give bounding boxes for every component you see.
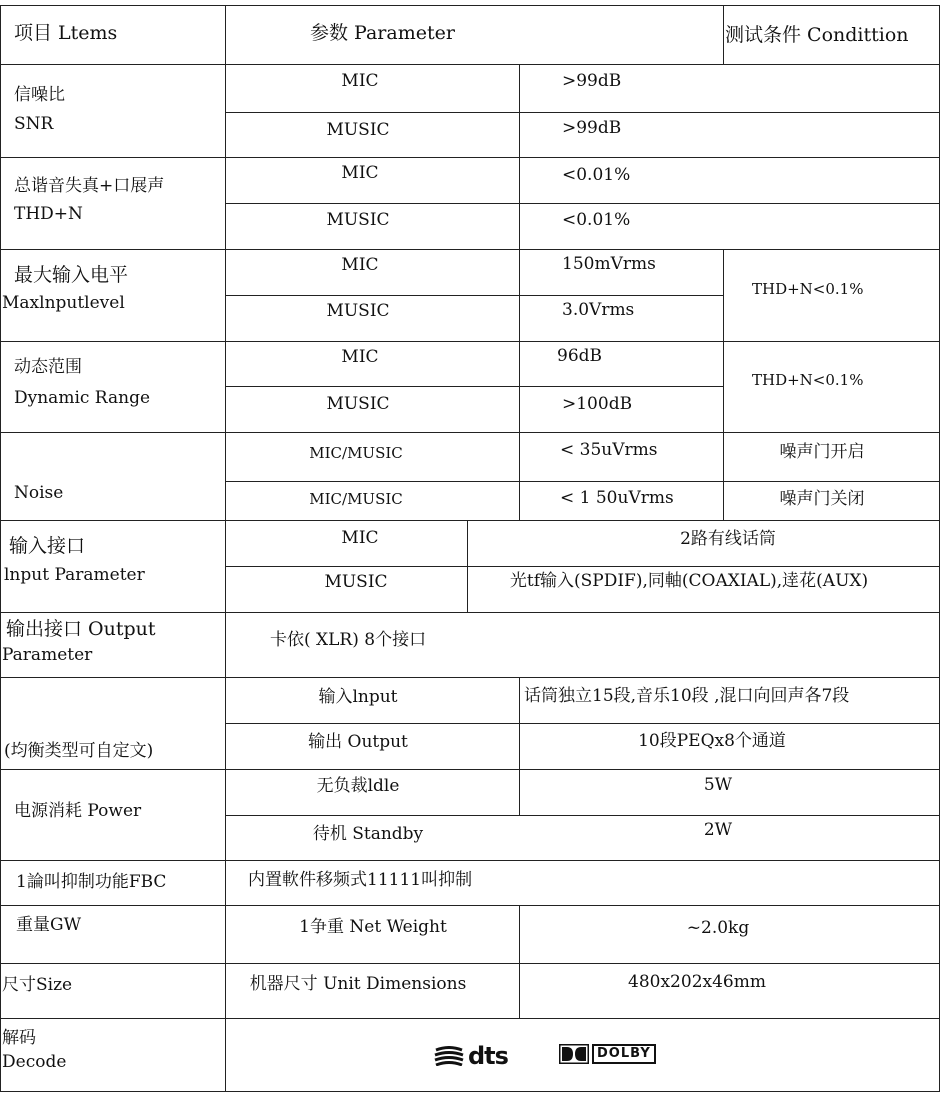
rule bbox=[0, 341, 940, 342]
fbc-value: 内置軟件移频式11111叫抑制 bbox=[248, 870, 473, 890]
rule bbox=[0, 612, 940, 613]
noise-row1-source: MIC/MUSIC bbox=[309, 444, 403, 462]
rule bbox=[225, 295, 723, 296]
snr-music: MUSIC bbox=[326, 120, 390, 140]
dynamic-music: MUSIC bbox=[326, 394, 390, 414]
max-input-mic-value: 150mVrms bbox=[562, 254, 656, 274]
max-input-label-en: Maxlnputlevel bbox=[2, 293, 125, 313]
input-interface-label-en: lnput Parameter bbox=[4, 565, 145, 585]
rule bbox=[0, 157, 940, 158]
rule bbox=[0, 64, 940, 65]
dynamic-label-en: Dynamic Range bbox=[14, 388, 151, 408]
input-interface-music: MUSIC bbox=[324, 572, 388, 592]
thd-label-cn: 总谐音失真+口展声 bbox=[14, 176, 165, 196]
rule bbox=[0, 905, 940, 906]
dolby-logo bbox=[559, 1044, 656, 1064]
rule bbox=[0, 5, 1, 1092]
rule bbox=[0, 5, 940, 6]
noise-row2-source: MIC/MUSIC bbox=[309, 490, 403, 508]
output-interface-label-cn: 输出接口 Output bbox=[6, 618, 156, 640]
rule bbox=[225, 203, 940, 204]
noise-label: Noise bbox=[14, 483, 64, 503]
dolby-double-d-icon bbox=[559, 1044, 589, 1064]
max-input-label-cn: 最大输入电平 bbox=[14, 264, 129, 286]
header-parameter: 参数 Parameter bbox=[310, 22, 455, 44]
eq-label: (均衡类型可自定文) bbox=[4, 741, 154, 761]
rule bbox=[225, 481, 940, 482]
snr-music-value: >99dB bbox=[562, 118, 622, 138]
output-interface-label-en: Parameter bbox=[2, 645, 93, 665]
eq-input-label: 输入lnput bbox=[318, 687, 398, 707]
dts-wordmark: dts bbox=[468, 1042, 508, 1070]
max-input-condition: THD+N<0.1% bbox=[752, 280, 864, 298]
decode-label-cn: 解码 bbox=[2, 1028, 36, 1048]
dts-swoosh-icon bbox=[434, 1046, 464, 1066]
snr-mic-value: >99dB bbox=[562, 71, 622, 91]
eq-output-value: 10段PEQx8个通道 bbox=[638, 731, 786, 751]
header-condition: 测试条件 Condittion bbox=[725, 24, 909, 46]
rule bbox=[0, 677, 940, 678]
dynamic-mic: MIC bbox=[341, 347, 379, 367]
rule bbox=[467, 520, 468, 613]
max-input-music: MUSIC bbox=[326, 301, 390, 321]
thd-music-value: <0.01% bbox=[562, 210, 631, 230]
size-value: 480x202x46mm bbox=[628, 972, 766, 992]
eq-output-label: 输出 Output bbox=[308, 732, 408, 752]
rule bbox=[0, 1018, 940, 1019]
rule bbox=[225, 386, 723, 387]
rule bbox=[0, 432, 940, 433]
rule bbox=[225, 566, 940, 567]
rule bbox=[225, 723, 940, 724]
size-sub-label: 机器尺寸 Unit Dimensions bbox=[249, 974, 467, 994]
snr-label-en: SNR bbox=[14, 114, 54, 134]
decode-label-en: Decode bbox=[2, 1052, 67, 1072]
weight-sub-label: 1争重 Net Weight bbox=[299, 917, 447, 937]
noise-row2-value: < 1 50uVrms bbox=[560, 488, 674, 508]
size-label: 尺寸Size bbox=[2, 975, 73, 995]
fbc-label: 1論叫抑制功能FBC bbox=[16, 872, 167, 892]
input-interface-mic-value: 2路有线话筒 bbox=[680, 529, 776, 549]
eq-input-value: 话筒独立15段,音乐10段 ,混口向回声各7段 bbox=[524, 686, 850, 706]
rule bbox=[225, 112, 940, 113]
noise-row2-condition: 噪声门关闭 bbox=[779, 489, 865, 509]
noise-row1-value: < 35uVrms bbox=[560, 440, 658, 460]
rule bbox=[519, 905, 520, 1018]
power-label: 电源消耗 Power bbox=[14, 801, 142, 821]
rule bbox=[519, 64, 520, 521]
thd-music: MUSIC bbox=[326, 210, 390, 230]
rule bbox=[723, 249, 724, 521]
power-standby-value: 2W bbox=[703, 820, 733, 840]
input-interface-music-value: 光tf输入(SPDIF),同軸(COAXIAL),逹花(AUX) bbox=[509, 571, 869, 591]
rule bbox=[0, 1091, 940, 1092]
dts-logo bbox=[434, 1042, 508, 1070]
dolby-wordmark: DOLBY bbox=[592, 1044, 656, 1064]
header-items: 项目 Ltems bbox=[14, 22, 118, 44]
max-input-music-value: 3.0Vrms bbox=[562, 300, 635, 320]
weight-value: ~2.0kg bbox=[686, 918, 750, 938]
rule bbox=[0, 249, 940, 250]
rule bbox=[0, 520, 940, 521]
rule bbox=[723, 5, 724, 65]
dynamic-mic-value: 96dB bbox=[557, 346, 603, 366]
dynamic-condition: THD+N<0.1% bbox=[752, 371, 864, 389]
output-interface-value: 卡依( XLR) 8个接口 bbox=[270, 630, 427, 650]
dynamic-music-value: >100dB bbox=[562, 394, 633, 414]
thd-mic-value: <0.01% bbox=[562, 165, 631, 185]
rule bbox=[0, 769, 940, 770]
rule bbox=[0, 860, 940, 861]
snr-label-cn: 信噪比 bbox=[14, 85, 65, 105]
noise-row1-condition: 噪声门开启 bbox=[779, 442, 865, 462]
rule bbox=[225, 815, 940, 816]
snr-mic: MIC bbox=[341, 71, 379, 91]
weight-label: 重量GW bbox=[16, 915, 82, 935]
rule bbox=[519, 677, 520, 816]
rule bbox=[0, 963, 940, 964]
power-idle-label: 无负裁ldle bbox=[316, 776, 400, 796]
dynamic-label-cn: 动态范围 bbox=[14, 357, 82, 377]
rule bbox=[225, 5, 226, 1092]
thd-label-en: THD+N bbox=[14, 204, 83, 224]
input-interface-mic: MIC bbox=[341, 528, 379, 548]
max-input-mic: MIC bbox=[341, 255, 379, 275]
thd-mic: MIC bbox=[341, 163, 379, 183]
power-standby-label: 待机 Standby bbox=[312, 824, 424, 844]
input-interface-label-cn: 输入接口 bbox=[9, 535, 86, 557]
power-idle-value: 5W bbox=[703, 775, 733, 795]
